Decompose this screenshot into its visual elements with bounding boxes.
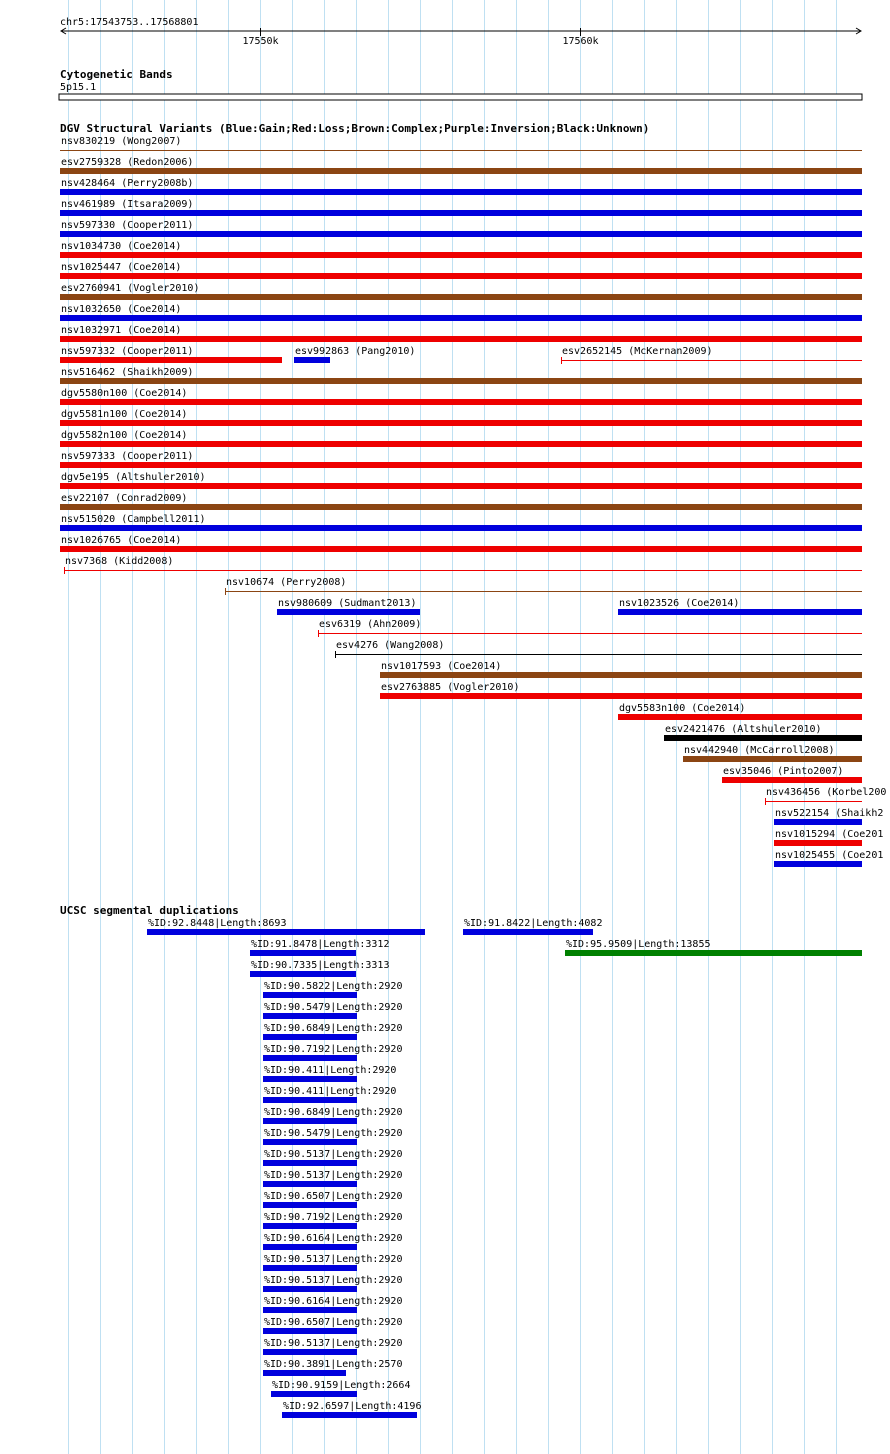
feature[interactable] (263, 1170, 402, 1187)
feature[interactable] (294, 346, 415, 363)
feature-bar[interactable] (263, 1181, 357, 1187)
feature-bar[interactable] (263, 1370, 346, 1376)
cytoband-band-label: 5p15.1 (60, 82, 97, 93)
feature[interactable] (263, 1296, 402, 1313)
feature-label: nsv1032971 (Coe2014) (61, 325, 182, 336)
feature-bar[interactable] (683, 756, 862, 762)
feature-label: nsv7368 (Kidd2008) (65, 556, 174, 567)
feature-label: nsv1025447 (Coe2014) (61, 262, 182, 273)
feature[interactable] (263, 1359, 402, 1376)
feature-label: dgv5580n100 (Coe2014) (61, 388, 188, 399)
feature-bar[interactable] (60, 315, 862, 321)
feature-label: nsv597332 (Cooper2011) (61, 346, 194, 357)
feature-label: %ID:90.5479|Length:2920 (264, 1128, 403, 1139)
feature-bar[interactable] (60, 231, 862, 237)
feature-bar[interactable] (277, 609, 420, 615)
feature[interactable] (263, 1002, 402, 1019)
feature-label: nsv1017593 (Coe2014) (381, 661, 502, 672)
feature[interactable] (250, 939, 389, 956)
feature-bar[interactable] (60, 294, 862, 300)
feature[interactable] (765, 787, 886, 805)
feature-label: esv992863 (Pang2010) (295, 346, 416, 357)
feature-label: nsv516462 (Shaikh2009) (61, 367, 194, 378)
feature-bar[interactable] (380, 693, 862, 699)
feature-label: %ID:90.6507|Length:2920 (264, 1317, 403, 1328)
feature-label: %ID:91.8478|Length:3312 (251, 939, 390, 950)
feature[interactable] (60, 178, 862, 195)
feature[interactable] (618, 703, 862, 720)
feature[interactable] (60, 220, 862, 237)
feature-label: esv6319 (Ahn2009) (319, 619, 422, 630)
feature[interactable] (60, 199, 862, 216)
feature-bar[interactable] (664, 735, 862, 741)
feature-label: nsv461989 (Itsara2009) (61, 199, 194, 210)
feature-label: nsv1015294 (Coe201 (775, 829, 884, 840)
feature[interactable] (263, 1317, 402, 1334)
feature[interactable] (64, 556, 862, 574)
feature[interactable] (380, 661, 862, 678)
feature[interactable] (263, 1107, 402, 1124)
feature-label: dgv5581n100 (Coe2014) (61, 409, 188, 420)
feature[interactable] (263, 1191, 402, 1208)
feature-bar[interactable] (774, 840, 862, 846)
feature-bar[interactable] (774, 861, 862, 867)
feature-bar[interactable] (250, 971, 356, 977)
feature[interactable] (60, 409, 862, 426)
feature-bar[interactable] (282, 1412, 417, 1418)
feature-label: %ID:90.9159|Length:2664 (272, 1380, 411, 1391)
dgv-track-title: DGV Structural Variants (Blue:Gain;Red:Loss;Brown:Complex;Purple:Inversion;Black:Unknown) (60, 122, 650, 135)
feature[interactable] (147, 918, 425, 935)
feature-bar[interactable] (263, 1265, 357, 1271)
feature-label: %ID:90.7335|Length:3313 (251, 960, 390, 971)
feature[interactable] (335, 640, 862, 658)
feature-bar[interactable] (60, 420, 862, 426)
feature-label: %ID:90.5137|Length:2920 (264, 1170, 403, 1181)
feature-label: esv4276 (Wang2008) (336, 640, 445, 651)
feature-label: %ID:90.5822|Length:2920 (264, 981, 403, 992)
ruler-tick-label: 17560k (562, 36, 599, 47)
feature[interactable] (263, 1044, 402, 1061)
feature[interactable] (561, 346, 862, 364)
feature-bar[interactable] (263, 1118, 357, 1124)
feature[interactable] (463, 918, 602, 935)
feature-bar[interactable] (263, 1286, 357, 1292)
feature-bar[interactable] (263, 1034, 357, 1040)
feature-label: nsv1025455 (Coe201 (775, 850, 884, 861)
feature-label: %ID:90.7192|Length:2920 (264, 1212, 403, 1223)
feature-bar[interactable] (60, 525, 862, 531)
feature[interactable] (774, 829, 883, 846)
feature[interactable] (60, 325, 862, 342)
feature-bar[interactable] (263, 1076, 357, 1082)
ruler-tick-label: 17550k (242, 36, 279, 47)
feature-label: esv2652145 (McKernan2009) (562, 346, 713, 357)
cytoband-track[interactable] (59, 68, 862, 100)
feature-label: esv2421476 (Altshuler2010) (665, 724, 822, 735)
feature-bar[interactable] (618, 609, 862, 615)
feature[interactable] (60, 451, 862, 468)
segdup-track (60, 904, 862, 1418)
feature-label: nsv428464 (Perry2008b) (61, 178, 194, 189)
feature[interactable] (282, 1401, 421, 1418)
feature-bar[interactable] (263, 1202, 357, 1208)
feature-label: %ID:92.8448|Length:8693 (148, 918, 287, 929)
feature-label: nsv830219 (Wong2007) (61, 136, 182, 147)
feature[interactable] (263, 1254, 402, 1271)
feature-label: esv22107 (Conrad2009) (61, 493, 188, 504)
feature-label: esv2763885 (Vogler2010) (381, 682, 520, 693)
feature-label: %ID:90.5137|Length:2920 (264, 1275, 403, 1286)
feature[interactable] (263, 1338, 402, 1355)
feature-bar[interactable] (60, 189, 862, 195)
feature-label: esv2760941 (Vogler2010) (61, 283, 200, 294)
feature[interactable] (250, 960, 389, 977)
feature-bar[interactable] (263, 1307, 357, 1313)
feature-bar[interactable] (60, 504, 862, 510)
feature-label: nsv1034730 (Coe2014) (61, 241, 182, 252)
feature-label: nsv522154 (Shaikh2 (775, 808, 884, 819)
feature[interactable] (722, 766, 862, 783)
feature-label: %ID:90.6164|Length:2920 (264, 1233, 403, 1244)
feature[interactable] (60, 136, 862, 151)
feature-bar[interactable] (271, 1391, 357, 1397)
feature-bar[interactable] (263, 1244, 357, 1250)
feature-label: %ID:90.3891|Length:2570 (264, 1359, 403, 1370)
feature-label: %ID:90.5137|Length:2920 (264, 1149, 403, 1160)
feature-bar[interactable] (463, 929, 593, 935)
feature-bar[interactable] (722, 777, 862, 783)
feature-label: nsv10674 (Perry2008) (226, 577, 347, 588)
feature-bar[interactable] (294, 357, 330, 363)
feature-label: %ID:90.7192|Length:2920 (264, 1044, 403, 1055)
feature-bar[interactable] (263, 1097, 357, 1103)
feature-label: dgv5e195 (Altshuler2010) (61, 472, 206, 483)
feature-bar[interactable] (60, 168, 862, 174)
feature-bar[interactable] (60, 546, 862, 552)
feature[interactable] (683, 745, 862, 762)
feature-label: esv35046 (Pinto2007) (723, 766, 844, 777)
feature-label: nsv1026765 (Coe2014) (61, 535, 182, 546)
feature[interactable] (60, 262, 862, 279)
ruler-position-label: chr5:17543753..17568801 (60, 17, 199, 28)
feature[interactable] (60, 283, 862, 300)
feature[interactable] (60, 535, 862, 552)
feature-bar[interactable] (263, 1139, 357, 1145)
feature-bar[interactable] (60, 357, 282, 363)
feature-label: nsv597330 (Cooper2011) (61, 220, 194, 231)
feature-label: %ID:90.6164|Length:2920 (264, 1296, 403, 1307)
feature-bar[interactable] (263, 992, 357, 998)
feature-label: dgv5582n100 (Coe2014) (61, 430, 188, 441)
segdup-track-title: UCSC segmental duplications (60, 904, 239, 917)
feature-label: esv2759328 (Redon2006) (61, 157, 194, 168)
feature[interactable] (271, 1380, 410, 1397)
segdup-features (147, 918, 862, 1418)
feature[interactable] (60, 388, 862, 405)
feature-label: %ID:90.6507|Length:2920 (264, 1191, 403, 1202)
dgv-features (60, 136, 886, 867)
feature[interactable] (263, 1128, 402, 1145)
feature[interactable] (263, 1023, 402, 1040)
feature-bar[interactable] (618, 714, 862, 720)
feature[interactable] (60, 157, 862, 174)
feature[interactable] (60, 304, 862, 321)
feature-label: nsv980609 (Sudmant2013) (278, 598, 417, 609)
feature-bar[interactable] (380, 672, 862, 678)
feature-bar[interactable] (263, 1160, 357, 1166)
feature-label: nsv442940 (McCarroll2008) (684, 745, 835, 756)
feature-bar[interactable] (263, 1055, 357, 1061)
feature-label: %ID:90.6849|Length:2920 (264, 1107, 403, 1118)
feature-bar[interactable] (60, 273, 862, 279)
feature[interactable] (774, 850, 883, 867)
feature-label: %ID:90.411|Length:2920 (264, 1086, 397, 1097)
feature-label: %ID:90.5137|Length:2920 (264, 1254, 403, 1265)
feature[interactable] (318, 619, 862, 637)
feature[interactable] (380, 682, 862, 699)
feature[interactable] (60, 241, 862, 258)
feature-bar[interactable] (60, 483, 862, 489)
feature-bar[interactable] (60, 441, 862, 447)
feature-bar[interactable] (565, 950, 862, 956)
feature-bar[interactable] (263, 1223, 357, 1229)
feature[interactable] (263, 981, 402, 998)
feature[interactable] (263, 1275, 402, 1292)
cytoband-band-bar[interactable] (59, 94, 862, 100)
feature-bar[interactable] (263, 1328, 357, 1334)
feature-label: nsv515020 (Campbell2011) (61, 514, 206, 525)
feature[interactable] (60, 472, 862, 489)
feature[interactable] (60, 493, 862, 510)
feature-bar[interactable] (60, 252, 862, 258)
feature[interactable] (60, 367, 862, 384)
feature-label: %ID:90.5137|Length:2920 (264, 1338, 403, 1349)
feature[interactable] (263, 1086, 396, 1103)
feature-bar[interactable] (263, 1013, 357, 1019)
feature[interactable] (263, 1212, 402, 1229)
dgv-track (60, 122, 886, 867)
feature[interactable] (277, 598, 420, 615)
feature-label: %ID:90.411|Length:2920 (264, 1065, 397, 1076)
feature-bar[interactable] (263, 1349, 357, 1355)
feature-bar[interactable] (250, 950, 356, 956)
feature-label: %ID:92.6597|Length:4196 (283, 1401, 422, 1412)
feature[interactable] (263, 1065, 396, 1082)
feature-bar[interactable] (147, 929, 425, 935)
feature-bar[interactable] (60, 336, 862, 342)
feature-label: %ID:95.9509|Length:13855 (566, 939, 711, 950)
feature-bar[interactable] (60, 399, 862, 405)
feature[interactable] (565, 939, 862, 956)
feature-label: nsv1032650 (Coe2014) (61, 304, 182, 315)
feature-label: dgv5583n100 (Coe2014) (619, 703, 746, 714)
feature[interactable] (225, 577, 862, 595)
feature-label: %ID:90.6849|Length:2920 (264, 1023, 403, 1034)
feature[interactable] (664, 724, 862, 741)
feature-label: nsv597333 (Cooper2011) (61, 451, 194, 462)
feature[interactable] (60, 346, 282, 363)
cytoband-track-title: Cytogenetic Bands (60, 68, 173, 81)
feature-label: %ID:90.5479|Length:2920 (264, 1002, 403, 1013)
feature-label: nsv1023526 (Coe2014) (619, 598, 740, 609)
feature-bar[interactable] (60, 378, 862, 384)
feature[interactable] (60, 514, 862, 531)
feature[interactable] (263, 1233, 402, 1250)
feature[interactable] (263, 1149, 402, 1166)
feature-label: %ID:91.8422|Length:4082 (464, 918, 603, 929)
feature-bar[interactable] (774, 819, 862, 825)
feature-label: nsv436456 (Korbel200 (766, 787, 887, 798)
feature[interactable] (60, 430, 862, 447)
feature-bar[interactable] (60, 462, 862, 468)
feature-bar[interactable] (60, 210, 862, 216)
feature[interactable] (774, 808, 883, 825)
